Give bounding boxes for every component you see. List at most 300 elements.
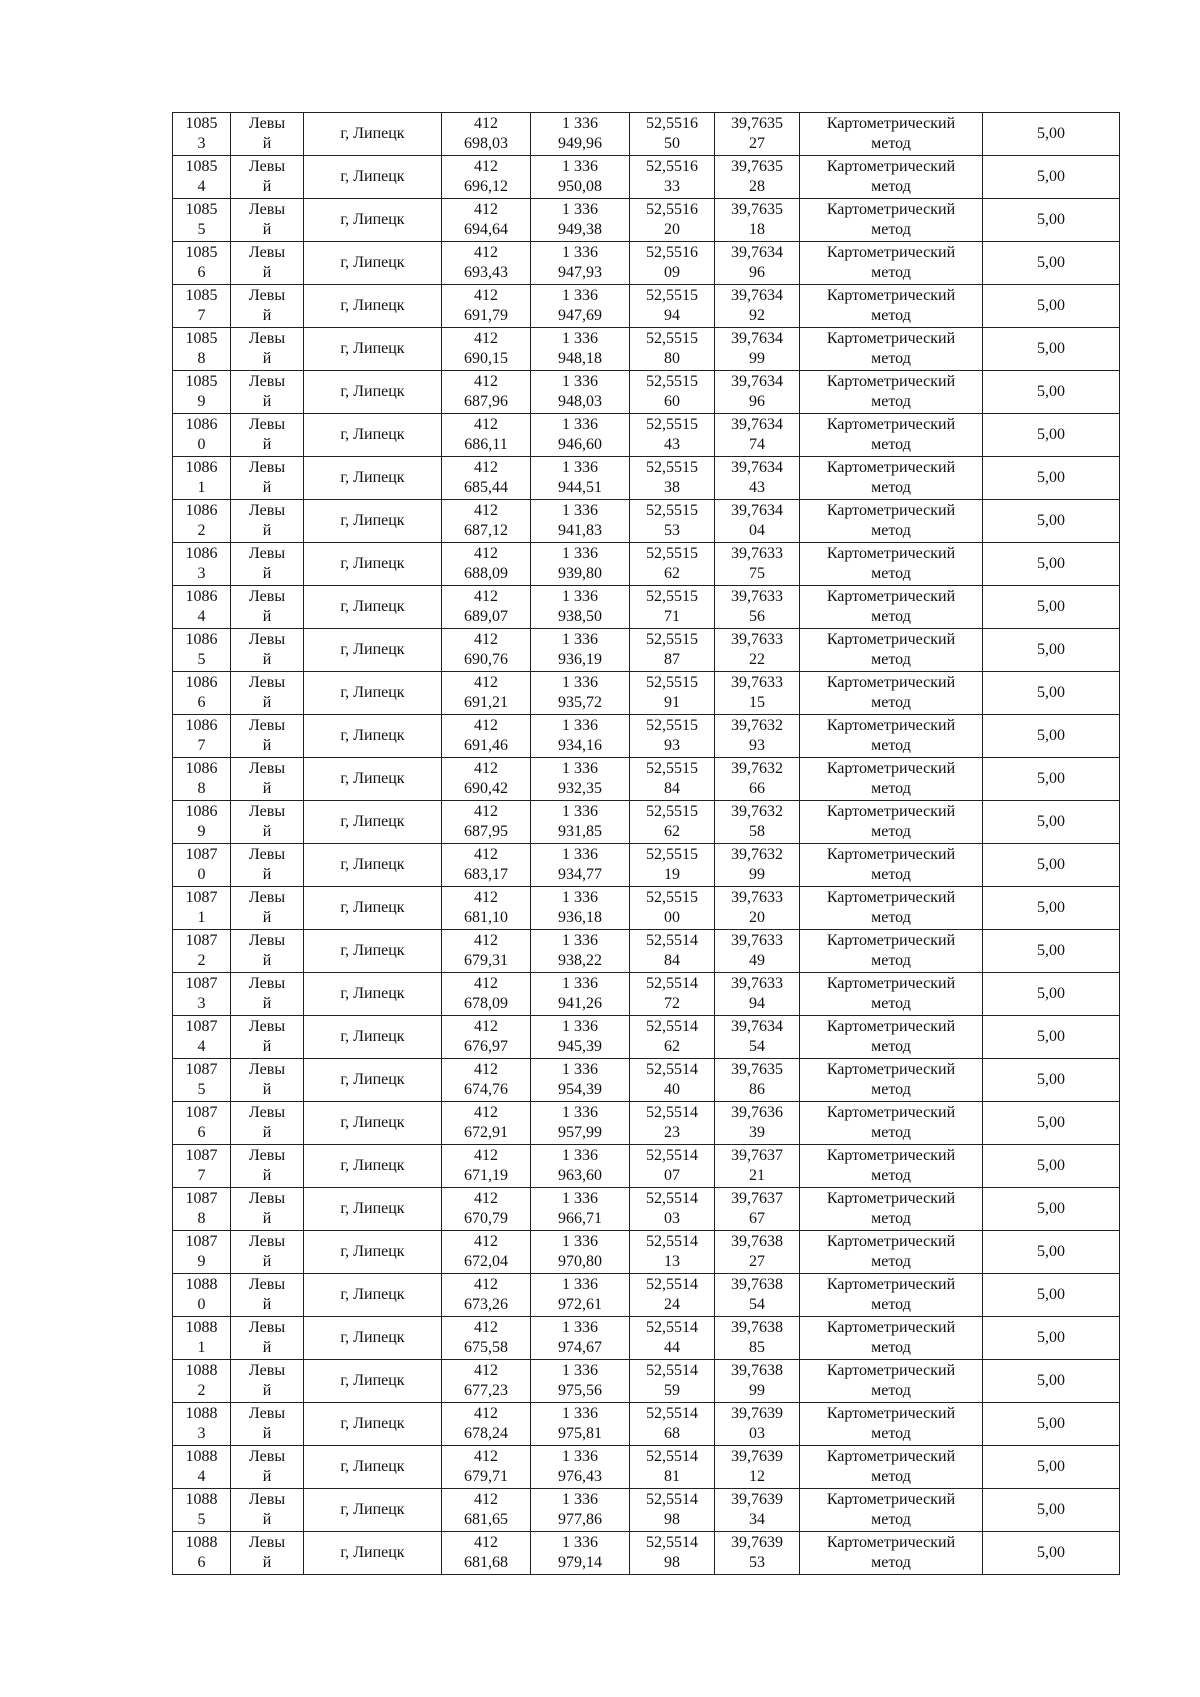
method-cell: [800, 1059, 983, 1102]
x-coordinate-cell: [442, 285, 531, 328]
table-row: [173, 758, 1120, 801]
x-coordinate-cell-line-1: 412: [474, 1061, 498, 1078]
point-number-cell-line-1: 1087: [185, 1147, 218, 1164]
method-line-2: метод: [871, 479, 911, 496]
side-cell-line-1: Левы: [248, 502, 286, 519]
side-cell-line-2: й: [262, 264, 272, 281]
x-coordinate-cell-line-2: 679,71: [464, 1468, 508, 1485]
longitude-cell: [715, 414, 800, 457]
point-number-cell-line-2: 4: [197, 1468, 206, 1485]
side-cell: [231, 887, 304, 930]
x-coordinate-cell-line-1: 412: [474, 1491, 498, 1508]
latitude-cell-line-1: 52,5514: [646, 1448, 698, 1465]
y-coordinate-cell-line-2: 931,85: [558, 823, 602, 840]
x-coordinate-cell: [442, 930, 531, 973]
latitude-cell: [630, 285, 715, 328]
table-row: [173, 1231, 1120, 1274]
y-coordinate-cell-line-2: 949,96: [558, 135, 602, 152]
method-line-2: метод: [871, 952, 911, 969]
latitude-cell: [630, 715, 715, 758]
longitude-cell-line-1: 39,7632: [731, 803, 783, 820]
accuracy-cell: 5,00: [983, 328, 1120, 371]
method-cell: [800, 1489, 983, 1532]
point-number-cell-line-2: 7: [197, 307, 206, 324]
town-cell: г, Липецк: [304, 1360, 442, 1403]
method-line-2: метод: [871, 1253, 911, 1270]
point-number-cell-line-1: 1086: [185, 803, 218, 820]
longitude-cell-line-1: 39,7633: [731, 674, 783, 691]
side-cell: [231, 1403, 304, 1446]
latitude-cell: [630, 1489, 715, 1532]
latitude-cell: [630, 1446, 715, 1489]
longitude-cell-line-2: 96: [749, 393, 765, 410]
y-coordinate-cell: [531, 930, 630, 973]
longitude-cell-line-2: 27: [749, 1253, 765, 1270]
method-line-1: Картометрический: [826, 330, 956, 347]
x-coordinate-cell-line-1: 412: [474, 932, 498, 949]
x-coordinate-cell-line-2: 688,09: [464, 565, 508, 582]
town-cell: г, Липецк: [304, 1102, 442, 1145]
point-number-cell-line-2: 6: [197, 264, 206, 281]
latitude-cell-line-1: 52,5514: [646, 975, 698, 992]
side-cell-line-1: Левы: [248, 287, 286, 304]
table-row: [173, 328, 1120, 371]
method-line-1: Картометрический: [826, 1534, 956, 1551]
latitude-cell-line-2: 43: [664, 436, 680, 453]
method-line-1: Картометрический: [826, 1491, 956, 1508]
latitude-cell-line-2: 13: [664, 1253, 680, 1270]
town-cell: г, Липецк: [304, 887, 442, 930]
longitude-cell-line-1: 39,7635: [731, 201, 783, 218]
y-coordinate-cell-line-2: 975,56: [558, 1382, 602, 1399]
latitude-cell-line-1: 52,5516: [646, 201, 698, 218]
method-line-2: метод: [871, 737, 911, 754]
accuracy-cell: 5,00: [983, 1145, 1120, 1188]
longitude-cell-line-1: 39,7633: [731, 932, 783, 949]
point-number-cell: [173, 1532, 231, 1575]
method-line-1: Картометрический: [826, 1448, 956, 1465]
method-cell: [800, 1231, 983, 1274]
side-cell-line-2: й: [262, 393, 272, 410]
latitude-cell-line-1: 52,5515: [646, 803, 698, 820]
x-coordinate-cell-line-2: 672,91: [464, 1124, 508, 1141]
side-cell: [231, 1446, 304, 1489]
table-row: [173, 887, 1120, 930]
table-row: [173, 1360, 1120, 1403]
latitude-cell: [630, 1403, 715, 1446]
x-coordinate-cell: [442, 1231, 531, 1274]
y-coordinate-cell-line-2: 945,39: [558, 1038, 602, 1055]
latitude-cell-line-1: 52,5514: [646, 1061, 698, 1078]
point-number-cell-line-2: 3: [197, 1425, 206, 1442]
side-cell: [231, 758, 304, 801]
y-coordinate-cell-line-2: 934,77: [558, 866, 602, 883]
x-coordinate-cell-line-2: 687,96: [464, 393, 508, 410]
y-coordinate-cell: [531, 715, 630, 758]
longitude-cell: [715, 285, 800, 328]
table-row: [173, 930, 1120, 973]
x-coordinate-cell-line-1: 412: [474, 459, 498, 476]
latitude-cell: [630, 887, 715, 930]
side-cell-line-1: Левы: [248, 975, 286, 992]
y-coordinate-cell: [531, 1274, 630, 1317]
latitude-cell-line-1: 52,5514: [646, 1190, 698, 1207]
method-line-1: Картометрический: [826, 975, 956, 992]
y-coordinate-cell-line-1: 1 336: [562, 717, 598, 734]
longitude-cell-line-1: 39,7633: [731, 631, 783, 648]
longitude-cell-line-1: 39,7635: [731, 115, 783, 132]
latitude-cell: [630, 500, 715, 543]
x-coordinate-cell-line-2: 681,68: [464, 1554, 508, 1571]
latitude-cell-line-2: 62: [664, 565, 680, 582]
x-coordinate-cell-line-1: 412: [474, 1018, 498, 1035]
point-number-cell-line-1: 1088: [185, 1491, 218, 1508]
latitude-cell-line-1: 52,5516: [646, 244, 698, 261]
longitude-cell-line-2: 99: [749, 350, 765, 367]
side-cell-line-2: й: [262, 1554, 272, 1571]
latitude-cell-line-2: 91: [664, 694, 680, 711]
side-cell-line-1: Левы: [248, 717, 286, 734]
x-coordinate-cell-line-1: 412: [474, 545, 498, 562]
point-number-cell: [173, 457, 231, 500]
method-line-2: метод: [871, 694, 911, 711]
method-line-1: Картометрический: [826, 416, 956, 433]
side-cell-line-2: й: [262, 1382, 272, 1399]
y-coordinate-cell: [531, 1532, 630, 1575]
accuracy-cell: 5,00: [983, 500, 1120, 543]
longitude-cell-line-2: 20: [749, 909, 765, 926]
method-line-1: Картометрический: [826, 545, 956, 562]
latitude-cell-line-1: 52,5515: [646, 760, 698, 777]
town-cell: г, Липецк: [304, 156, 442, 199]
side-cell-line-2: й: [262, 1425, 272, 1442]
y-coordinate-cell-line-2: 941,83: [558, 522, 602, 539]
longitude-cell-line-1: 39,7634: [731, 373, 783, 390]
y-coordinate-cell-line-1: 1 336: [562, 1190, 598, 1207]
point-number-cell-line-2: 2: [197, 1382, 206, 1399]
method-cell: [800, 500, 983, 543]
latitude-cell: [630, 930, 715, 973]
point-number-cell: [173, 973, 231, 1016]
side-cell-line-2: й: [262, 780, 272, 797]
method-line-2: метод: [871, 393, 911, 410]
x-coordinate-cell-line-2: 690,42: [464, 780, 508, 797]
longitude-cell: [715, 1188, 800, 1231]
x-coordinate-cell-line-1: 412: [474, 1534, 498, 1551]
point-number-cell-line-1: 1086: [185, 588, 218, 605]
longitude-cell-line-1: 39,7635: [731, 1061, 783, 1078]
latitude-cell-line-2: 94: [664, 307, 680, 324]
point-number-cell-line-1: 1086: [185, 459, 218, 476]
side-cell-line-1: Левы: [248, 459, 286, 476]
table-row: [173, 715, 1120, 758]
y-coordinate-cell-line-2: 935,72: [558, 694, 602, 711]
y-coordinate-cell: [531, 414, 630, 457]
point-number-cell: [173, 586, 231, 629]
side-cell-line-1: Левы: [248, 1362, 286, 1379]
latitude-cell: [630, 672, 715, 715]
longitude-cell: [715, 1403, 800, 1446]
method-line-1: Картометрический: [826, 932, 956, 949]
point-number-cell-line-2: 3: [197, 995, 206, 1012]
side-cell: [231, 1016, 304, 1059]
table-row: [173, 629, 1120, 672]
method-cell: [800, 586, 983, 629]
latitude-cell-line-2: 20: [664, 221, 680, 238]
method-line-2: метод: [871, 1296, 911, 1313]
accuracy-cell: 5,00: [983, 543, 1120, 586]
x-coordinate-cell-line-2: 677,23: [464, 1382, 508, 1399]
longitude-cell-line-1: 39,7634: [731, 244, 783, 261]
longitude-cell-line-1: 39,7634: [731, 330, 783, 347]
y-coordinate-cell: [531, 758, 630, 801]
y-coordinate-cell-line-1: 1 336: [562, 115, 598, 132]
town-cell: г, Липецк: [304, 1145, 442, 1188]
side-cell-line-1: Левы: [248, 1319, 286, 1336]
town-cell: г, Липецк: [304, 1489, 442, 1532]
table-row: [173, 500, 1120, 543]
x-coordinate-cell: [442, 1102, 531, 1145]
x-coordinate-cell-line-2: 696,12: [464, 178, 508, 195]
side-cell: [231, 629, 304, 672]
latitude-cell-line-1: 52,5515: [646, 588, 698, 605]
table-row: [173, 156, 1120, 199]
x-coordinate-cell-line-1: 412: [474, 674, 498, 691]
point-number-cell-line-2: 1: [197, 909, 206, 926]
method-line-2: метод: [871, 178, 911, 195]
point-number-cell-line-1: 1086: [185, 502, 218, 519]
longitude-cell-line-2: 54: [749, 1038, 765, 1055]
method-cell: [800, 887, 983, 930]
town-cell: г, Липецк: [304, 801, 442, 844]
x-coordinate-cell: [442, 1145, 531, 1188]
method-line-2: метод: [871, 1382, 911, 1399]
method-line-2: метод: [871, 264, 911, 281]
x-coordinate-cell-line-2: 679,31: [464, 952, 508, 969]
x-coordinate-cell-line-2: 693,43: [464, 264, 508, 281]
y-coordinate-cell: [531, 500, 630, 543]
x-coordinate-cell: [442, 1188, 531, 1231]
latitude-cell: [630, 1231, 715, 1274]
accuracy-cell: 5,00: [983, 1446, 1120, 1489]
point-number-cell-line-1: 1087: [185, 889, 218, 906]
x-coordinate-cell: [442, 1489, 531, 1532]
point-number-cell-line-2: 6: [197, 1554, 206, 1571]
side-cell-line-2: й: [262, 1339, 272, 1356]
accuracy-cell: 5,00: [983, 1403, 1120, 1446]
longitude-cell: [715, 113, 800, 156]
latitude-cell: [630, 1360, 715, 1403]
latitude-cell-line-2: 40: [664, 1081, 680, 1098]
accuracy-cell: 5,00: [983, 371, 1120, 414]
latitude-cell-line-2: 93: [664, 737, 680, 754]
y-coordinate-cell-line-1: 1 336: [562, 1018, 598, 1035]
side-cell-line-2: й: [262, 866, 272, 883]
y-coordinate-cell: [531, 242, 630, 285]
table-row: [173, 844, 1120, 887]
y-coordinate-cell-line-2: 966,71: [558, 1210, 602, 1227]
method-line-2: метод: [871, 1167, 911, 1184]
latitude-cell: [630, 1016, 715, 1059]
point-number-cell: [173, 242, 231, 285]
longitude-cell-line-1: 39,7632: [731, 760, 783, 777]
accuracy-cell: 5,00: [983, 1274, 1120, 1317]
table-row: [173, 1446, 1120, 1489]
side-cell-line-2: й: [262, 1511, 272, 1528]
point-number-cell: [173, 1016, 231, 1059]
y-coordinate-cell-line-2: 976,43: [558, 1468, 602, 1485]
latitude-cell: [630, 199, 715, 242]
point-number-cell-line-2: 0: [197, 436, 206, 453]
latitude-cell: [630, 328, 715, 371]
point-number-cell-line-2: 4: [197, 1038, 206, 1055]
town-cell: г, Липецк: [304, 285, 442, 328]
method-line-2: метод: [871, 866, 911, 883]
x-coordinate-cell-line-1: 412: [474, 803, 498, 820]
x-coordinate-cell-line-2: 691,46: [464, 737, 508, 754]
point-number-cell: [173, 1188, 231, 1231]
latitude-cell-line-2: 98: [664, 1554, 680, 1571]
latitude-cell-line-1: 52,5514: [646, 1405, 698, 1422]
latitude-cell: [630, 1188, 715, 1231]
side-cell-line-1: Левы: [248, 1018, 286, 1035]
longitude-cell: [715, 1532, 800, 1575]
side-cell: [231, 543, 304, 586]
x-coordinate-cell: [442, 1317, 531, 1360]
method-line-1: Картометрический: [826, 373, 956, 390]
x-coordinate-cell-line-2: 690,76: [464, 651, 508, 668]
longitude-cell: [715, 1360, 800, 1403]
side-cell: [231, 586, 304, 629]
x-coordinate-cell-line-2: 694,64: [464, 221, 508, 238]
longitude-cell-line-1: 39,7638: [731, 1233, 783, 1250]
table-row: [173, 414, 1120, 457]
method-line-2: метод: [871, 436, 911, 453]
latitude-cell-line-1: 52,5514: [646, 1104, 698, 1121]
town-cell: г, Липецк: [304, 1403, 442, 1446]
point-number-cell-line-2: 5: [197, 221, 206, 238]
longitude-cell-line-1: 39,7633: [731, 588, 783, 605]
longitude-cell: [715, 1317, 800, 1360]
accuracy-cell: 5,00: [983, 973, 1120, 1016]
longitude-cell: [715, 1102, 800, 1145]
latitude-cell-line-1: 52,5515: [646, 459, 698, 476]
town-cell: г, Липецк: [304, 1231, 442, 1274]
table-row: [173, 543, 1120, 586]
x-coordinate-cell-line-2: 672,04: [464, 1253, 508, 1270]
town-cell: г, Липецк: [304, 1016, 442, 1059]
table-row: [173, 199, 1120, 242]
longitude-cell-line-2: 54: [749, 1296, 765, 1313]
y-coordinate-cell-line-1: 1 336: [562, 975, 598, 992]
longitude-cell-line-1: 39,7632: [731, 846, 783, 863]
method-line-1: Картометрический: [826, 1061, 956, 1078]
point-number-cell-line-2: 9: [197, 393, 206, 410]
longitude-cell-line-2: 99: [749, 1382, 765, 1399]
longitude-cell-line-2: 92: [749, 307, 765, 324]
point-number-cell-line-1: 1088: [185, 1319, 218, 1336]
longitude-cell: [715, 199, 800, 242]
side-cell: [231, 672, 304, 715]
x-coordinate-cell-line-1: 412: [474, 760, 498, 777]
point-number-cell: [173, 371, 231, 414]
longitude-cell: [715, 715, 800, 758]
side-cell: [231, 199, 304, 242]
point-number-cell-line-1: 1087: [185, 1018, 218, 1035]
latitude-cell-line-2: 62: [664, 823, 680, 840]
y-coordinate-cell-line-2: 974,67: [558, 1339, 602, 1356]
latitude-cell: [630, 586, 715, 629]
y-coordinate-cell-line-2: 947,93: [558, 264, 602, 281]
accuracy-cell: 5,00: [983, 672, 1120, 715]
point-number-cell-line-1: 1086: [185, 631, 218, 648]
point-number-cell: [173, 156, 231, 199]
point-number-cell-line-1: 1085: [185, 201, 218, 218]
method-line-1: Картометрический: [826, 717, 956, 734]
longitude-cell-line-2: 74: [749, 436, 765, 453]
method-cell: [800, 1403, 983, 1446]
method-line-1: Картометрический: [826, 760, 956, 777]
point-number-cell-line-2: 7: [197, 1167, 206, 1184]
point-number-cell-line-1: 1085: [185, 115, 218, 132]
longitude-cell: [715, 1016, 800, 1059]
y-coordinate-cell-line-2: 957,99: [558, 1124, 602, 1141]
y-coordinate-cell-line-1: 1 336: [562, 1233, 598, 1250]
method-line-1: Картометрический: [826, 244, 956, 261]
longitude-cell: [715, 156, 800, 199]
y-coordinate-cell-line-2: 938,22: [558, 952, 602, 969]
y-coordinate-cell-line-1: 1 336: [562, 1405, 598, 1422]
latitude-cell-line-2: 62: [664, 1038, 680, 1055]
latitude-cell-line-2: 59: [664, 1382, 680, 1399]
side-cell-line-2: й: [262, 565, 272, 582]
method-line-2: метод: [871, 1339, 911, 1356]
latitude-cell-line-2: 07: [664, 1167, 680, 1184]
method-line-1: Картометрический: [826, 459, 956, 476]
side-cell-line-1: Левы: [248, 115, 286, 132]
longitude-cell-line-2: 12: [749, 1468, 765, 1485]
y-coordinate-cell: [531, 1102, 630, 1145]
point-number-cell: [173, 1145, 231, 1188]
longitude-cell: [715, 887, 800, 930]
longitude-cell-line-1: 39,7634: [731, 1018, 783, 1035]
side-cell: [231, 973, 304, 1016]
method-cell: [800, 715, 983, 758]
side-cell-line-1: Левы: [248, 932, 286, 949]
y-coordinate-cell-line-1: 1 336: [562, 502, 598, 519]
longitude-cell-line-2: 15: [749, 694, 765, 711]
y-coordinate-cell-line-1: 1 336: [562, 932, 598, 949]
table-row: [173, 285, 1120, 328]
longitude-cell: [715, 586, 800, 629]
point-number-cell: [173, 1059, 231, 1102]
point-number-cell: [173, 414, 231, 457]
method-line-2: метод: [871, 1210, 911, 1227]
accuracy-cell: 5,00: [983, 457, 1120, 500]
latitude-cell: [630, 758, 715, 801]
longitude-cell-line-2: 94: [749, 995, 765, 1012]
side-cell-line-1: Левы: [248, 244, 286, 261]
longitude-cell-line-1: 39,7639: [731, 1405, 783, 1422]
latitude-cell-line-2: 50: [664, 135, 680, 152]
x-coordinate-cell-line-1: 412: [474, 330, 498, 347]
side-cell-line-1: Левы: [248, 846, 286, 863]
point-number-cell: [173, 500, 231, 543]
y-coordinate-cell: [531, 371, 630, 414]
accuracy-cell: 5,00: [983, 930, 1120, 973]
point-number-cell-line-2: 7: [197, 737, 206, 754]
accuracy-cell: 5,00: [983, 414, 1120, 457]
